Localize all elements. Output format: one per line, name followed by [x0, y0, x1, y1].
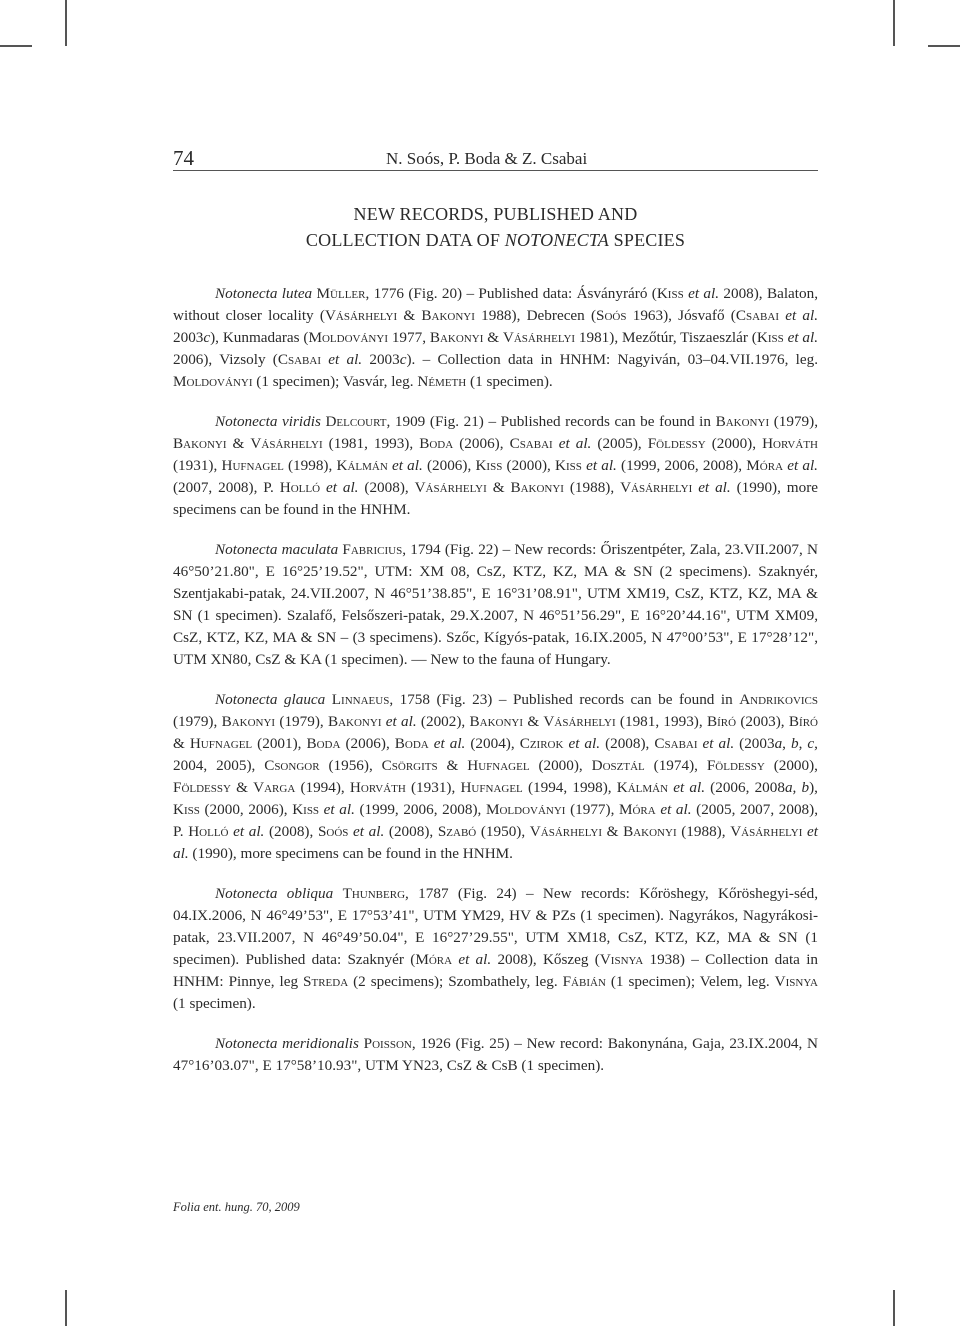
text-run: (2000, 2006), [199, 801, 293, 818]
running-header [173, 146, 818, 170]
author-name: Linnaeus [331, 691, 390, 708]
text-run: (2008), [264, 823, 318, 840]
text-run: (1 specimen). [173, 995, 256, 1012]
text-run: (1950), [476, 823, 530, 840]
species-paragraph-glauca [173, 689, 818, 865]
text-run: & [173, 735, 190, 752]
species-paragraph-meridionalis [173, 1033, 818, 1077]
text-run: (2006, 2008 [705, 779, 785, 796]
author-name: Bakonyi [429, 329, 484, 346]
species-name: Notonecta lutea [215, 285, 313, 302]
author-name: Hufnagel [467, 757, 530, 774]
author-name: Hufnagel [460, 779, 523, 796]
author-name: Vásárhelyi [502, 329, 576, 346]
text-run: , 1926 (Fig. 25) – New record: Bakonynána, Gaja, 23.IX.2004, N 47°16’03.07", E 17°58’10.93", UTM YN23, CsZ & CsB (1 specimen). [173, 1035, 819, 1074]
text-run: 1977, [387, 329, 430, 346]
author-name: Visnya [599, 951, 644, 968]
author-name: Poisson [363, 1035, 412, 1052]
author-name: Földessy [173, 779, 231, 796]
text-run: (2005), [591, 435, 648, 452]
author-name: Bakonyi [469, 713, 524, 730]
text-run: (1999, 2006, 2008), [616, 457, 747, 474]
text-run: (2003), [736, 713, 789, 730]
author-name: Bakonyi [623, 823, 677, 840]
text-run: & [602, 823, 624, 840]
text-run: 2003 [362, 351, 400, 368]
text-run: , 2004, 2005), [173, 735, 818, 774]
text-run: , 1787 (Fig. 24) – New records: Kőröshegy, Kőröshegyi-séd, 04.IX.2006, N 46°49’53", E 17°53’41", UTM YM29, HV & PZs (1 specimen). Nagyrákos, Nagyrákosi-patak, 23.VII.2007, N 46°49’50.04", E 16°27’29.55", UTM XM18, CsZ, KTZ, KZ, MA & SN (1 specimen). Published data: Szaknyér ( [173, 885, 819, 968]
text-run: (1931), [173, 457, 222, 474]
author-name: Németh [417, 373, 467, 390]
italic-text: et al. [452, 951, 492, 968]
text-run: & [483, 329, 503, 346]
author-name: Kiss [555, 457, 582, 474]
text-run: (1931), [405, 779, 461, 796]
genus-name: NOTONECTA [504, 230, 609, 250]
text-run: ), [809, 779, 818, 796]
text-run: (1979), [275, 713, 328, 730]
text-run: (1999, 2006, 2008), [354, 801, 486, 818]
italic-text: c [807, 735, 815, 752]
author-name: Csabai [654, 735, 698, 752]
crop-mark-bottom-left [65, 1290, 67, 1326]
author-name: Bakonyi [421, 307, 475, 324]
author-name: Dosztál [591, 757, 645, 774]
author-name: Vásárhelyi [414, 479, 487, 496]
author-name: Delcourt [325, 413, 387, 430]
text-run: (1 specimen); Velem, leg. [605, 973, 775, 990]
section-title-line-2: COLLECTION DATA OF NOTONECTA SPECIES [305, 230, 686, 250]
text-run: (1994), [295, 779, 350, 796]
author-name: Streda [303, 973, 349, 990]
text-run: & [523, 713, 544, 730]
text-run: (2007, 2008), P. [173, 479, 280, 496]
running-head-authors: N. Soós, P. Boda & Z. Csabai [386, 149, 588, 168]
text-run [333, 885, 342, 902]
text-run: 1938) – Collection data in HNHM: Pinnye, leg [173, 951, 819, 990]
text-run: (1990), more specimens can be found in the HNHM. [188, 845, 513, 862]
italic-text: et al. [655, 801, 692, 818]
text-run: , 1909 (Fig. 21) – Published records can be found in [386, 413, 716, 430]
author-name: Bakonyi [173, 435, 227, 452]
italic-text: et al. [783, 457, 818, 474]
italic-text: et al. [319, 801, 355, 818]
species-name: Notonecta glauca [215, 691, 326, 708]
text-run: , 1758 (Fig. 23) – Published records can be found in [389, 691, 740, 708]
author-name: Bíró [788, 713, 818, 730]
italic-text: c [399, 351, 407, 368]
text-run: (1981, 1993), [322, 435, 420, 452]
text-run: , [798, 735, 808, 752]
text-run: 2006), Vizsoly ( [173, 351, 278, 368]
text-run: (2006), [453, 435, 510, 452]
author-name: Visnya [774, 973, 818, 990]
text-run: (2008), [600, 735, 655, 752]
author-name: Soós [317, 823, 349, 840]
italic-text: et al. [683, 285, 720, 302]
author-name: Kiss [656, 285, 684, 302]
author-name: Holló [279, 479, 321, 496]
italic-text: et al. [387, 457, 423, 474]
text-run: 2008), Kőszeg ( [491, 951, 600, 968]
author-name: Csongor [264, 757, 320, 774]
author-name: Csörgits [381, 757, 438, 774]
text-run: (2006), [340, 735, 395, 752]
italic-text: et al. [697, 735, 735, 752]
text-run: (2004), [465, 735, 520, 752]
author-name: Bíró [706, 713, 737, 730]
author-name: Vásárhelyi [529, 823, 602, 840]
text-run: (2002), [416, 713, 470, 730]
text-run: , 1794 (Fig. 22) – New records: Őriszentpéter, Zala, 23.VII.2007, N 46°50’21.80", E 16°25’19.52", UTM: XM 08, CsZ, KTZ, KZ, MA & SN (2 specimens). Szaknyér, Szentjakabi-patak, 24.VII.2007, N 46°51’38.85", E 16°31’08.91", UTM XM19, CsZ, KTZ, KZ, MA & SN (1 specimen). Szalafő, Felsőszeri-patak, 29.X.2007, N 46°51’56.29", E 16°20’44.16", UTM XM09, CsZ, KTZ, KZ, MA & SN – (3 specimens). Szőc, Kígyós-patak, 16.IX.2005, N 47°00’53", E 17°28’12", UTM XN80, CsZ & KA (1 specimen). — New to the fauna of Hungary. [173, 541, 818, 668]
text-run: 2008), Balaton, without closer locality ( [173, 285, 819, 324]
text-run: ). – Collection data in HNHM: Nagyiván, 03–04.VII.1976, leg. [406, 351, 818, 368]
author-name: Hufnagel [221, 457, 284, 474]
text-run: (2000), [529, 757, 592, 774]
author-name: Bakonyi [327, 713, 382, 730]
author-name: Csabai [509, 435, 553, 452]
species-paragraph-obliqua [173, 883, 818, 1015]
text-run: , [782, 735, 791, 752]
italic-text: et al. [381, 713, 417, 730]
author-name: Bakonyi [715, 413, 770, 430]
crop-mark-top-right [893, 0, 895, 46]
author-name: Vásárhelyi [250, 435, 323, 452]
text-run: (1 specimen). [466, 373, 553, 390]
author-name: Kiss [173, 801, 200, 818]
text-run: (1981, 1993), [615, 713, 707, 730]
author-name: Vásárhelyi [730, 823, 803, 840]
author-name: Szabó [437, 823, 477, 840]
author-name: Vásárhelyi [543, 713, 616, 730]
crop-mark-bottom-right [893, 1290, 895, 1326]
text-run: (1 specimen); Vasvár, leg. [252, 373, 418, 390]
author-name: Czirok [519, 735, 564, 752]
crop-mark-right-top [928, 45, 960, 47]
italic-text: et al. [552, 435, 592, 452]
species-paragraph-lutea [173, 283, 818, 393]
author-name: Kiss [292, 801, 320, 818]
italic-text: et al. [228, 823, 265, 840]
italic-text: et al. [321, 351, 363, 368]
text-run: (1977), [565, 801, 619, 818]
text-run: 1963), Jósvafő ( [626, 307, 736, 324]
text-run: (2001), [252, 735, 307, 752]
author-name: Moldoványi [308, 329, 388, 346]
text-run: & [397, 307, 422, 324]
text-run: (2006), [422, 457, 476, 474]
italic-text: a [774, 735, 783, 752]
author-name: Csabai [277, 351, 321, 368]
text-run: (1956), [319, 757, 382, 774]
species-name: Notonecta viridis [215, 413, 321, 430]
italic-text: a, b [784, 779, 810, 796]
species-name: Notonecta meridionalis [215, 1035, 359, 1052]
author-name: Fabricius [342, 541, 403, 558]
author-name: Bakonyi [221, 713, 276, 730]
italic-text: et al. [668, 779, 705, 796]
text-run: (1988), [563, 479, 621, 496]
section-title-line-1: NEW RECORDS, PUBLISHED AND [353, 204, 638, 224]
text-run: 2003 [173, 329, 204, 346]
author-name: Andrikovics [739, 691, 819, 708]
author-name: Horváth [762, 435, 818, 452]
text-run: (2008), [358, 479, 415, 496]
body-text [173, 283, 818, 1077]
author-name: Vásárhelyi [620, 479, 693, 496]
species-name: Notonecta obliqua [215, 885, 334, 902]
text-run: (1990), more specimens can be found in the HNHM. [173, 479, 819, 518]
author-name: Földessy [706, 757, 765, 774]
text-run: (2000), [705, 435, 763, 452]
author-name: Kiss [475, 457, 503, 474]
text-run: (1988), [676, 823, 731, 840]
text-run: & [486, 479, 511, 496]
text-run: (2 specimens); Szombathely, leg. [348, 973, 563, 990]
italic-text: et al. [173, 823, 818, 862]
crop-mark-left-top [0, 45, 32, 47]
text-run: 1988), Debrecen ( [474, 307, 597, 324]
author-name: Soós [596, 307, 627, 324]
author-name: Móra [746, 457, 784, 474]
text-run: (2000), [502, 457, 556, 474]
author-name: Hufnagel [189, 735, 253, 752]
author-name: Móra [618, 801, 656, 818]
species-paragraph-maculata [173, 539, 818, 671]
author-name: Kálmán [616, 779, 669, 796]
author-name: Csabai [735, 307, 779, 324]
text-run: 1981), Mezőtúr, Tiszaeszlár ( [575, 329, 757, 346]
author-name: Kálmán [336, 457, 388, 474]
author-name: Kiss [756, 329, 784, 346]
author-name: Móra [415, 951, 453, 968]
author-name: Boda [394, 735, 429, 752]
author-name: Holló [188, 823, 229, 840]
text-run: (1994, 1998), [522, 779, 617, 796]
author-name: Boda [306, 735, 341, 752]
text-run: ), Kunmadaras ( [210, 329, 309, 346]
text-run: (2000), [764, 757, 818, 774]
italic-text: et al. [428, 735, 466, 752]
italic-text: et al. [563, 735, 601, 752]
header-rule [173, 170, 818, 171]
italic-text: et al. [581, 457, 617, 474]
text-run: (2005, 2007, 2008), P. [173, 801, 819, 840]
section-title [173, 201, 818, 253]
italic-text: et al. [778, 307, 818, 324]
author-name: Boda [419, 435, 454, 452]
italic-text: et al. [320, 479, 359, 496]
species-paragraph-viridis [173, 411, 818, 521]
journal-footer: Folia ent. hung. 70, 2009 [173, 1200, 300, 1214]
italic-text: b [791, 735, 799, 752]
author-name: Horváth [349, 779, 406, 796]
author-name: Varga [253, 779, 296, 796]
text-run: (1998), [283, 457, 337, 474]
species-name: Notonecta maculata [215, 541, 339, 558]
author-name: Vásárhelyi [324, 307, 398, 324]
text-run: (2003 [734, 735, 775, 752]
text-run: (1979), [769, 413, 819, 430]
text-run: & [230, 779, 254, 796]
text-run: (1979), [173, 713, 222, 730]
italic-text: et al. [348, 823, 385, 840]
author-name: Fábián [562, 973, 606, 990]
crop-mark-top-left [65, 0, 67, 46]
author-name: Müller [316, 285, 366, 302]
author-name: Bakonyi [510, 479, 564, 496]
text-run: (1974), [644, 757, 707, 774]
italic-text: c [203, 329, 211, 346]
italic-text: et al. [783, 329, 818, 346]
author-name: Földessy [647, 435, 706, 452]
text-run: , 1776 (Fig. 20) – Published data: Ásványráró ( [365, 285, 657, 302]
author-name: Thunberg [342, 885, 406, 902]
author-name: Moldoványi [173, 373, 253, 390]
text-run: & [437, 757, 468, 774]
italic-text: et al. [692, 479, 731, 496]
text-run: (2008), [384, 823, 438, 840]
page-number: 74 [173, 146, 194, 170]
text-run: & [226, 435, 251, 452]
author-name: Moldoványi [485, 801, 566, 818]
